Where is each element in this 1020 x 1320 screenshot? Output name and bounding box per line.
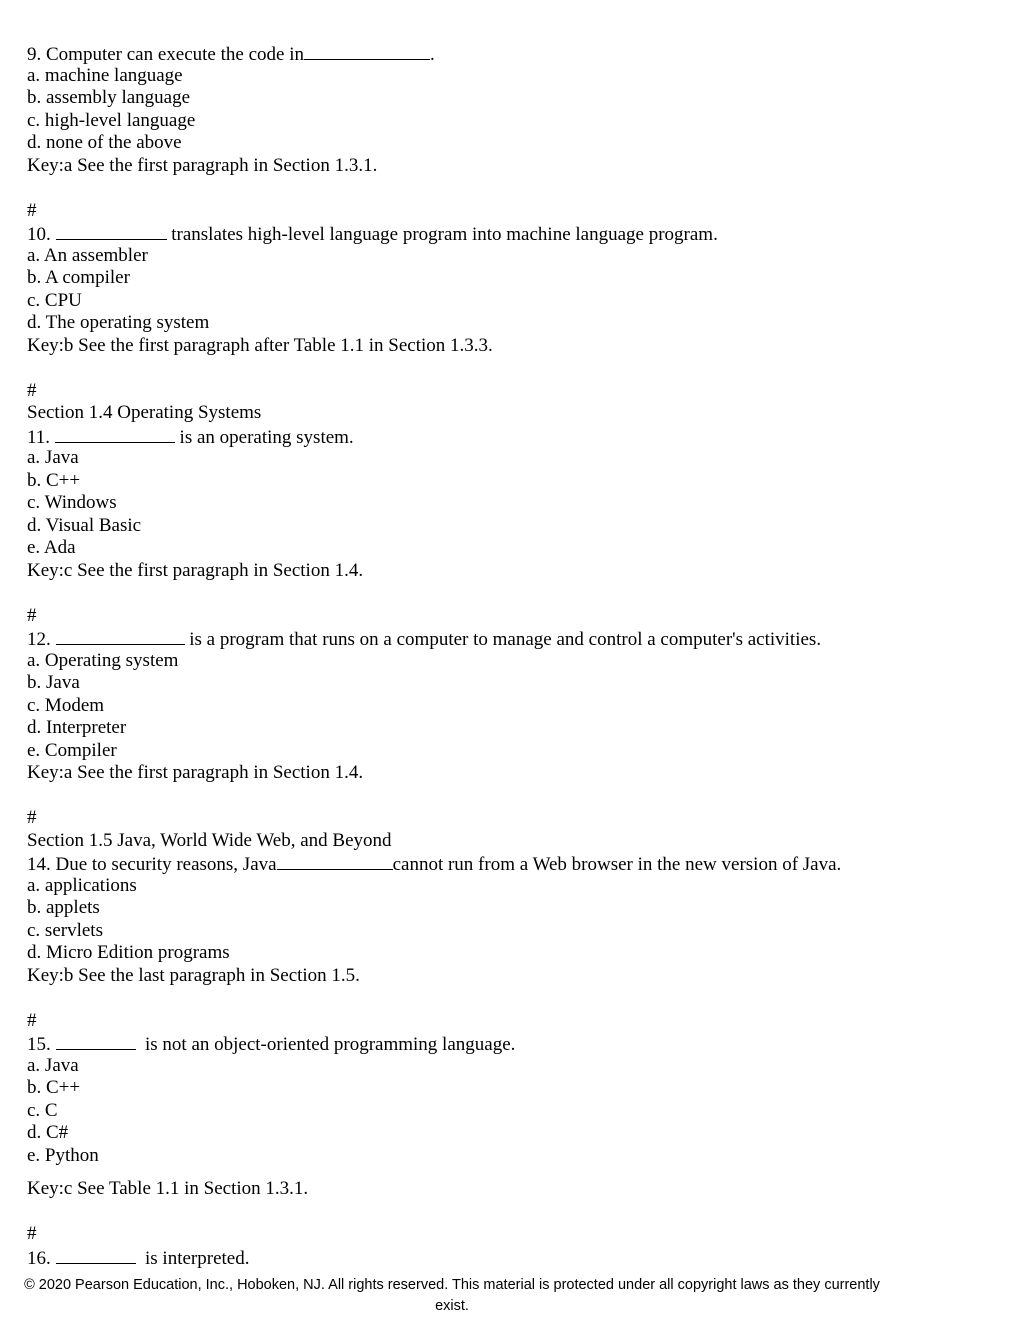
option: c. servlets (27, 919, 103, 941)
option: b. applets (27, 897, 100, 918)
answer-blank (56, 222, 167, 240)
question-14-stem (27, 852, 987, 875)
question-text: 12. (27, 629, 56, 650)
option: b. Java (27, 672, 80, 693)
answer-blank (304, 42, 430, 60)
option: b. assembly language (27, 87, 191, 108)
question-text: 16. (27, 1247, 56, 1269)
separator: # (27, 1223, 37, 1244)
question-9-stem (27, 42, 987, 65)
answer-key: Key:c See the first paragraph in Section 1.4. (27, 559, 364, 581)
answer-blank (56, 1246, 136, 1264)
option: a. Operating system (27, 649, 179, 671)
answer-key: Key:a See the first paragraph in Section 1.3.1. (27, 154, 378, 176)
section-heading: Section 1.5 Java, World Wide Web, and Beyond (27, 829, 392, 851)
separator: # (27, 199, 37, 221)
option: a. machine language (27, 64, 183, 86)
copyright-footer (0, 1275, 904, 1317)
answer-key: Key:a See the first paragraph in Section 1.4. (27, 762, 364, 783)
question-15-stem (27, 1032, 987, 1055)
option: c. Modem (27, 694, 105, 716)
option: d. none of the above (27, 132, 182, 153)
question-text: is an operating system. (174, 426, 354, 448)
question-text: is not an object-oriented programming language. (135, 1034, 516, 1055)
option: c. Windows (27, 492, 117, 513)
option: c. high-level language (27, 109, 196, 131)
option: a. applications (27, 874, 137, 896)
question-11-stem (27, 425, 987, 448)
option: a. Java (27, 447, 79, 468)
answer-key: Key:b See the last paragraph in Section 1.5. (27, 964, 360, 986)
answer-blank (56, 1032, 136, 1050)
question-text: 15. (27, 1034, 56, 1055)
option: c. CPU (27, 289, 82, 311)
option: b. A compiler (27, 267, 130, 288)
answer-blank (277, 852, 393, 870)
document-page (27, 42, 987, 1268)
option: e. Python (27, 1144, 99, 1166)
answer-blank (55, 425, 175, 443)
question-text: cannot run from a Web browser in the new version of Java. (392, 854, 842, 875)
option: b. C++ (27, 469, 81, 491)
question-text: translates high-level language program into machine language program. (166, 224, 718, 245)
question-text: . (429, 44, 435, 65)
question-10-stem (27, 222, 987, 245)
separator: # (27, 1009, 37, 1031)
question-text: 14. Due to security reasons, Java (27, 854, 277, 875)
footer-line: © 2020 Pearson Education, Inc., Hoboken, NJ. All rights reserved. This material is protected under all copyright laws as they currently (24, 1277, 880, 1293)
section-heading: Section 1.4 Operating Systems (27, 402, 262, 423)
separator: # (27, 379, 37, 401)
separator: # (27, 604, 37, 626)
option: d. Visual Basic (27, 514, 142, 536)
option: d. Micro Edition programs (27, 942, 230, 963)
question-text: 11. (27, 426, 55, 448)
answer-key: Key:c See Table 1.1 in Section 1.3.1. (27, 1178, 309, 1199)
option: b. C++ (27, 1077, 81, 1098)
question-text: is a program that runs on a computer to manage and control a computer's activities. (184, 629, 822, 650)
question-text: is interpreted. (135, 1247, 250, 1269)
option: a. An assembler (27, 244, 148, 266)
answer-blank (56, 627, 185, 645)
question-text: 9. Computer can execute the code in (27, 44, 304, 65)
question-16-stem (27, 1246, 987, 1269)
separator: # (27, 807, 37, 828)
option: a. Java (27, 1054, 79, 1076)
option: c. C (27, 1099, 58, 1121)
question-text: 10. (27, 224, 56, 245)
option: d. Interpreter (27, 717, 127, 738)
question-12-stem (27, 627, 987, 650)
option: d. The operating system (27, 312, 210, 333)
footer-line: exist. (435, 1298, 469, 1314)
answer-key: Key:b See the first paragraph after Table 1.1 in Section 1.3.3. (27, 334, 493, 356)
option: e. Ada (27, 537, 76, 558)
option: d. C# (27, 1122, 69, 1143)
option: e. Compiler (27, 739, 117, 761)
